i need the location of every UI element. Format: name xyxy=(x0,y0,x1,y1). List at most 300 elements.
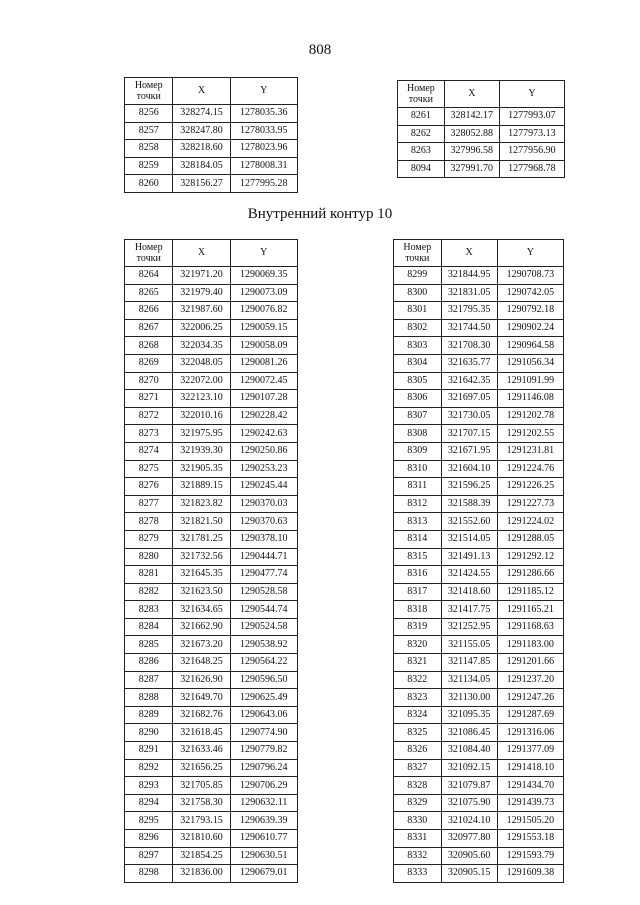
y-coordinate-cell: 1291434.70 xyxy=(497,777,563,795)
x-coordinate-cell: 321079.87 xyxy=(441,777,497,795)
point-number-cell: 8301 xyxy=(394,302,442,320)
point-number-cell: 8262 xyxy=(398,125,445,143)
x-coordinate-cell: 321147.85 xyxy=(441,654,497,672)
point-number-cell: 8276 xyxy=(125,478,173,496)
point-number-cell: 8326 xyxy=(394,742,442,760)
table-row xyxy=(125,513,298,531)
table-row xyxy=(394,460,564,478)
x-coordinate-cell: 321645.35 xyxy=(173,566,230,584)
coordinates-table-top-right xyxy=(397,80,565,178)
table-row xyxy=(125,407,298,425)
point-number-cell: 8305 xyxy=(394,372,442,390)
y-coordinate-cell: 1290370.63 xyxy=(230,513,297,531)
y-coordinate-cell: 1291316.06 xyxy=(497,724,563,742)
y-coordinate-cell: 1290073.09 xyxy=(230,284,297,302)
point-number-cell: 8281 xyxy=(125,566,173,584)
y-coordinate-cell: 1290564.22 xyxy=(230,654,297,672)
y-coordinate-cell: 1290902.24 xyxy=(497,319,563,337)
column-header-point-line2: точки xyxy=(405,253,430,264)
y-coordinate-cell: 1290069.35 xyxy=(230,267,297,285)
x-coordinate-cell: 321708.30 xyxy=(441,337,497,355)
x-coordinate-cell: 321844.95 xyxy=(441,267,497,285)
table-row xyxy=(125,618,298,636)
x-coordinate-cell: 327996.58 xyxy=(444,143,499,161)
y-coordinate-cell: 1291226.25 xyxy=(497,478,563,496)
point-number-cell: 8315 xyxy=(394,548,442,566)
section-title: Внутренний контур 10 xyxy=(247,206,393,222)
table-row xyxy=(125,105,298,123)
y-coordinate-cell: 1290242.63 xyxy=(230,425,297,443)
table-row xyxy=(125,319,298,337)
table-row xyxy=(125,354,298,372)
x-coordinate-cell: 328052.88 xyxy=(444,125,499,143)
table-row xyxy=(394,794,564,812)
point-number-cell: 8299 xyxy=(394,267,442,285)
table-row xyxy=(125,865,298,883)
y-coordinate-cell: 1291286.66 xyxy=(497,566,563,584)
table-header-row xyxy=(394,240,564,267)
y-coordinate-cell: 1290632.11 xyxy=(230,794,297,812)
y-coordinate-cell: 1290524.58 xyxy=(230,618,297,636)
x-coordinate-cell: 321821.50 xyxy=(173,513,230,531)
table-row xyxy=(398,125,565,143)
y-coordinate-cell: 1290630.51 xyxy=(230,847,297,865)
point-number-cell: 8268 xyxy=(125,337,173,355)
table-row xyxy=(394,777,564,795)
coordinates-table-top-left xyxy=(124,77,298,193)
point-number-cell: 8317 xyxy=(394,583,442,601)
column-header-y: Y xyxy=(499,81,564,108)
x-coordinate-cell: 322010.16 xyxy=(173,407,230,425)
table-row xyxy=(394,267,564,285)
y-coordinate-cell: 1291183.00 xyxy=(497,636,563,654)
x-coordinate-cell: 321642.35 xyxy=(441,372,497,390)
column-header-point-line2: точки xyxy=(136,91,161,102)
point-number-cell: 8277 xyxy=(125,495,173,513)
point-number-cell: 8307 xyxy=(394,407,442,425)
x-coordinate-cell: 321854.25 xyxy=(173,847,230,865)
point-number-cell: 8312 xyxy=(394,495,442,513)
y-coordinate-cell: 1291553.18 xyxy=(497,830,563,848)
table-row xyxy=(125,777,298,795)
x-coordinate-cell: 321987.60 xyxy=(173,302,230,320)
point-number-cell: 8288 xyxy=(125,689,173,707)
point-number-cell: 8318 xyxy=(394,601,442,619)
y-coordinate-cell: 1291247.26 xyxy=(497,689,563,707)
point-number-cell: 8321 xyxy=(394,654,442,672)
point-number-cell: 8322 xyxy=(394,671,442,689)
table-row xyxy=(125,742,298,760)
x-coordinate-cell: 321662.90 xyxy=(173,618,230,636)
table-row xyxy=(125,302,298,320)
point-number-cell: 8293 xyxy=(125,777,173,795)
point-number-cell: 8310 xyxy=(394,460,442,478)
x-coordinate-cell: 321424.55 xyxy=(441,566,497,584)
table-row xyxy=(125,157,298,175)
x-coordinate-cell: 321552.60 xyxy=(441,513,497,531)
table-row xyxy=(394,847,564,865)
point-number-cell: 8260 xyxy=(125,175,173,193)
table-row xyxy=(125,636,298,654)
x-coordinate-cell: 328156.27 xyxy=(173,175,230,193)
x-coordinate-cell: 322123.10 xyxy=(173,390,230,408)
point-number-cell: 8302 xyxy=(394,319,442,337)
x-coordinate-cell: 321744.50 xyxy=(441,319,497,337)
y-coordinate-cell: 1290528.58 xyxy=(230,583,297,601)
point-number-cell: 8287 xyxy=(125,671,173,689)
x-coordinate-cell: 321618.45 xyxy=(173,724,230,742)
point-number-cell: 8264 xyxy=(125,267,173,285)
point-number-cell: 8269 xyxy=(125,354,173,372)
x-coordinate-cell: 320905.15 xyxy=(441,865,497,883)
table-row xyxy=(394,478,564,496)
x-coordinate-cell: 321130.00 xyxy=(441,689,497,707)
point-number-cell: 8319 xyxy=(394,618,442,636)
point-number-cell: 8257 xyxy=(125,122,173,140)
column-header-point-number xyxy=(125,78,173,105)
point-number-cell: 8309 xyxy=(394,442,442,460)
table-row xyxy=(125,122,298,140)
x-coordinate-cell: 321671.95 xyxy=(441,442,497,460)
x-coordinate-cell: 321795.35 xyxy=(441,302,497,320)
table-row xyxy=(394,759,564,777)
table-row xyxy=(394,530,564,548)
point-number-cell: 8259 xyxy=(125,157,173,175)
table-row xyxy=(394,689,564,707)
point-number-cell: 8295 xyxy=(125,812,173,830)
x-coordinate-cell: 321979.40 xyxy=(173,284,230,302)
y-coordinate-cell: 1290076.82 xyxy=(230,302,297,320)
table-row xyxy=(125,425,298,443)
point-number-cell: 8323 xyxy=(394,689,442,707)
table-row xyxy=(394,566,564,584)
y-coordinate-cell: 1290774.90 xyxy=(230,724,297,742)
y-coordinate-cell: 1290538.92 xyxy=(230,636,297,654)
y-coordinate-cell: 1291593.79 xyxy=(497,847,563,865)
table-row xyxy=(125,654,298,672)
point-number-cell: 8306 xyxy=(394,390,442,408)
table-row xyxy=(125,689,298,707)
table-row xyxy=(125,267,298,285)
page-number: 808 xyxy=(308,42,332,58)
table-row xyxy=(125,759,298,777)
column-header-point-number xyxy=(394,240,442,267)
x-coordinate-cell: 328142.17 xyxy=(444,108,499,126)
table-row xyxy=(125,548,298,566)
point-number-cell: 8313 xyxy=(394,513,442,531)
y-coordinate-cell: 1290107.28 xyxy=(230,390,297,408)
point-number-cell: 8296 xyxy=(125,830,173,848)
point-number-cell: 8286 xyxy=(125,654,173,672)
y-coordinate-cell: 1290792.18 xyxy=(497,302,563,320)
y-coordinate-cell: 1290477.74 xyxy=(230,566,297,584)
point-number-cell: 8304 xyxy=(394,354,442,372)
point-number-cell: 8285 xyxy=(125,636,173,654)
table-row xyxy=(125,442,298,460)
point-number-cell: 8275 xyxy=(125,460,173,478)
y-coordinate-cell: 1291056.34 xyxy=(497,354,563,372)
table-row xyxy=(394,654,564,672)
y-coordinate-cell: 1278035.36 xyxy=(230,105,297,123)
y-coordinate-cell: 1290059.15 xyxy=(230,319,297,337)
y-coordinate-cell: 1291418.10 xyxy=(497,759,563,777)
table-row xyxy=(394,830,564,848)
x-coordinate-cell: 321086.45 xyxy=(441,724,497,742)
point-number-cell: 8332 xyxy=(394,847,442,865)
point-number-cell: 8267 xyxy=(125,319,173,337)
y-coordinate-cell: 1290779.82 xyxy=(230,742,297,760)
point-number-cell: 8263 xyxy=(398,143,445,161)
y-coordinate-cell: 1291287.69 xyxy=(497,706,563,724)
x-coordinate-cell: 321971.20 xyxy=(173,267,230,285)
x-coordinate-cell: 321975.95 xyxy=(173,425,230,443)
y-coordinate-cell: 1277956.90 xyxy=(499,143,564,161)
y-coordinate-cell: 1277973.13 xyxy=(499,125,564,143)
table-row xyxy=(125,460,298,478)
y-coordinate-cell: 1290081.26 xyxy=(230,354,297,372)
table-row xyxy=(394,284,564,302)
point-number-cell: 8328 xyxy=(394,777,442,795)
y-coordinate-cell: 1291292.12 xyxy=(497,548,563,566)
x-coordinate-cell: 321075.90 xyxy=(441,794,497,812)
y-coordinate-cell: 1290742.05 xyxy=(497,284,563,302)
column-header-point-line1: Номер xyxy=(403,242,432,253)
x-coordinate-cell: 321626.90 xyxy=(173,671,230,689)
x-coordinate-cell: 321092.15 xyxy=(441,759,497,777)
y-coordinate-cell: 1291227.73 xyxy=(497,495,563,513)
y-coordinate-cell: 1278033.95 xyxy=(230,122,297,140)
column-header-y: Y xyxy=(230,78,297,105)
table-row xyxy=(398,160,565,178)
y-coordinate-cell: 1291146.08 xyxy=(497,390,563,408)
point-number-cell: 8294 xyxy=(125,794,173,812)
column-header-x: X xyxy=(441,240,497,267)
column-header-x: X xyxy=(173,240,230,267)
y-coordinate-cell: 1291288.05 xyxy=(497,530,563,548)
table-header-row xyxy=(125,78,298,105)
table-row xyxy=(394,583,564,601)
x-coordinate-cell: 321732.56 xyxy=(173,548,230,566)
x-coordinate-cell: 328184.05 xyxy=(173,157,230,175)
y-coordinate-cell: 1290643.06 xyxy=(230,706,297,724)
table-row xyxy=(125,724,298,742)
point-number-cell: 8258 xyxy=(125,140,173,158)
table-row xyxy=(125,566,298,584)
point-number-cell: 8272 xyxy=(125,407,173,425)
point-number-cell: 8330 xyxy=(394,812,442,830)
point-number-cell: 8320 xyxy=(394,636,442,654)
table-row xyxy=(125,601,298,619)
y-coordinate-cell: 1290796.24 xyxy=(230,759,297,777)
x-coordinate-cell: 321682.76 xyxy=(173,706,230,724)
x-coordinate-cell: 321417.75 xyxy=(441,601,497,619)
point-number-cell: 8298 xyxy=(125,865,173,883)
coordinates-table-main-left xyxy=(124,239,298,883)
point-number-cell: 8327 xyxy=(394,759,442,777)
column-header-point-line1: Номер xyxy=(134,242,163,253)
point-number-cell: 8270 xyxy=(125,372,173,390)
point-number-cell: 8291 xyxy=(125,742,173,760)
coordinates-table-main-right xyxy=(393,239,564,883)
x-coordinate-cell: 321418.60 xyxy=(441,583,497,601)
x-coordinate-cell: 321491.13 xyxy=(441,548,497,566)
table-row xyxy=(125,812,298,830)
y-coordinate-cell: 1290378.10 xyxy=(230,530,297,548)
point-number-cell: 8331 xyxy=(394,830,442,848)
table-row xyxy=(394,390,564,408)
table-row xyxy=(125,140,298,158)
table-row xyxy=(394,724,564,742)
table-row xyxy=(394,618,564,636)
point-number-cell: 8274 xyxy=(125,442,173,460)
column-header-x: X xyxy=(444,81,499,108)
table-row xyxy=(394,548,564,566)
table-row xyxy=(394,337,564,355)
point-number-cell: 8261 xyxy=(398,108,445,126)
y-coordinate-cell: 1291091.99 xyxy=(497,372,563,390)
y-coordinate-cell: 1290596.50 xyxy=(230,671,297,689)
table-row xyxy=(398,108,565,126)
x-coordinate-cell: 328274.15 xyxy=(173,105,230,123)
x-coordinate-cell: 321758.30 xyxy=(173,794,230,812)
table-row xyxy=(394,706,564,724)
y-coordinate-cell: 1290639.39 xyxy=(230,812,297,830)
x-coordinate-cell: 321633.46 xyxy=(173,742,230,760)
point-number-cell: 8324 xyxy=(394,706,442,724)
x-coordinate-cell: 321836.00 xyxy=(173,865,230,883)
point-number-cell: 8265 xyxy=(125,284,173,302)
point-number-cell: 8266 xyxy=(125,302,173,320)
table-row xyxy=(125,175,298,193)
x-coordinate-cell: 321155.05 xyxy=(441,636,497,654)
x-coordinate-cell: 321024.10 xyxy=(441,812,497,830)
y-coordinate-cell: 1290058.09 xyxy=(230,337,297,355)
x-coordinate-cell: 321705.85 xyxy=(173,777,230,795)
y-coordinate-cell: 1291165.21 xyxy=(497,601,563,619)
point-number-cell: 8303 xyxy=(394,337,442,355)
x-coordinate-cell: 321831.05 xyxy=(441,284,497,302)
x-coordinate-cell: 321095.35 xyxy=(441,706,497,724)
point-number-cell: 8094 xyxy=(398,160,445,178)
y-coordinate-cell: 1290444.71 xyxy=(230,548,297,566)
table-row xyxy=(394,302,564,320)
y-coordinate-cell: 1290253.23 xyxy=(230,460,297,478)
y-coordinate-cell: 1290964.58 xyxy=(497,337,563,355)
x-coordinate-cell: 322034.35 xyxy=(173,337,230,355)
x-coordinate-cell: 321604.10 xyxy=(441,460,497,478)
y-coordinate-cell: 1290228.42 xyxy=(230,407,297,425)
y-coordinate-cell: 1290544.74 xyxy=(230,601,297,619)
x-coordinate-cell: 321889.15 xyxy=(173,478,230,496)
point-number-cell: 8289 xyxy=(125,706,173,724)
x-coordinate-cell: 320905.60 xyxy=(441,847,497,865)
x-coordinate-cell: 322048.05 xyxy=(173,354,230,372)
y-coordinate-cell: 1291202.78 xyxy=(497,407,563,425)
y-coordinate-cell: 1290706.29 xyxy=(230,777,297,795)
x-coordinate-cell: 321635.77 xyxy=(441,354,497,372)
x-coordinate-cell: 321514.05 xyxy=(441,530,497,548)
table-header-row xyxy=(125,240,298,267)
point-number-cell: 8300 xyxy=(394,284,442,302)
x-coordinate-cell: 321656.25 xyxy=(173,759,230,777)
x-coordinate-cell: 321648.25 xyxy=(173,654,230,672)
table-row xyxy=(125,390,298,408)
point-number-cell: 8282 xyxy=(125,583,173,601)
point-number-cell: 8278 xyxy=(125,513,173,531)
x-coordinate-cell: 321634.65 xyxy=(173,601,230,619)
y-coordinate-cell: 1290708.73 xyxy=(497,267,563,285)
table-row xyxy=(125,284,298,302)
table-row xyxy=(394,372,564,390)
table-row xyxy=(125,671,298,689)
point-number-cell: 8279 xyxy=(125,530,173,548)
point-number-cell: 8273 xyxy=(125,425,173,443)
y-coordinate-cell: 1291609.38 xyxy=(497,865,563,883)
x-coordinate-cell: 321084.40 xyxy=(441,742,497,760)
x-coordinate-cell: 321823.82 xyxy=(173,495,230,513)
point-number-cell: 8290 xyxy=(125,724,173,742)
x-coordinate-cell: 321134.05 xyxy=(441,671,497,689)
table-row xyxy=(394,354,564,372)
point-number-cell: 8329 xyxy=(394,794,442,812)
table-row xyxy=(125,794,298,812)
y-coordinate-cell: 1290679.01 xyxy=(230,865,297,883)
y-coordinate-cell: 1291185.12 xyxy=(497,583,563,601)
table-row xyxy=(394,495,564,513)
point-number-cell: 8311 xyxy=(394,478,442,496)
column-header-point-number xyxy=(125,240,173,267)
x-coordinate-cell: 321707.15 xyxy=(441,425,497,443)
y-coordinate-cell: 1291201.66 xyxy=(497,654,563,672)
x-coordinate-cell: 327991.70 xyxy=(444,160,499,178)
y-coordinate-cell: 1291202.55 xyxy=(497,425,563,443)
x-coordinate-cell: 328247.80 xyxy=(173,122,230,140)
y-coordinate-cell: 1291231.81 xyxy=(497,442,563,460)
x-coordinate-cell: 321623.50 xyxy=(173,583,230,601)
x-coordinate-cell: 321781.25 xyxy=(173,530,230,548)
x-coordinate-cell: 321588.39 xyxy=(441,495,497,513)
column-header-point-line2: точки xyxy=(136,253,161,264)
x-coordinate-cell: 321697.05 xyxy=(441,390,497,408)
y-coordinate-cell: 1277968.78 xyxy=(499,160,564,178)
point-number-cell: 8280 xyxy=(125,548,173,566)
x-coordinate-cell: 321810.60 xyxy=(173,830,230,848)
y-coordinate-cell: 1290245.44 xyxy=(230,478,297,496)
column-header-point-line2: точки xyxy=(408,94,433,105)
x-coordinate-cell: 320977.80 xyxy=(441,830,497,848)
point-number-cell: 8333 xyxy=(394,865,442,883)
table-row xyxy=(394,601,564,619)
y-coordinate-cell: 1278023.96 xyxy=(230,140,297,158)
point-number-cell: 8316 xyxy=(394,566,442,584)
table-row xyxy=(394,865,564,883)
x-coordinate-cell: 321252.95 xyxy=(441,618,497,636)
table-row xyxy=(125,706,298,724)
column-header-y: Y xyxy=(497,240,563,267)
table-row xyxy=(125,583,298,601)
x-coordinate-cell: 328218.60 xyxy=(173,140,230,158)
x-coordinate-cell: 321649.70 xyxy=(173,689,230,707)
y-coordinate-cell: 1291505.20 xyxy=(497,812,563,830)
y-coordinate-cell: 1291224.76 xyxy=(497,460,563,478)
column-header-point-number xyxy=(398,81,445,108)
x-coordinate-cell: 322072.00 xyxy=(173,372,230,390)
table-row xyxy=(125,337,298,355)
table-row xyxy=(394,812,564,830)
point-number-cell: 8292 xyxy=(125,759,173,777)
table-row xyxy=(394,425,564,443)
point-number-cell: 8256 xyxy=(125,105,173,123)
